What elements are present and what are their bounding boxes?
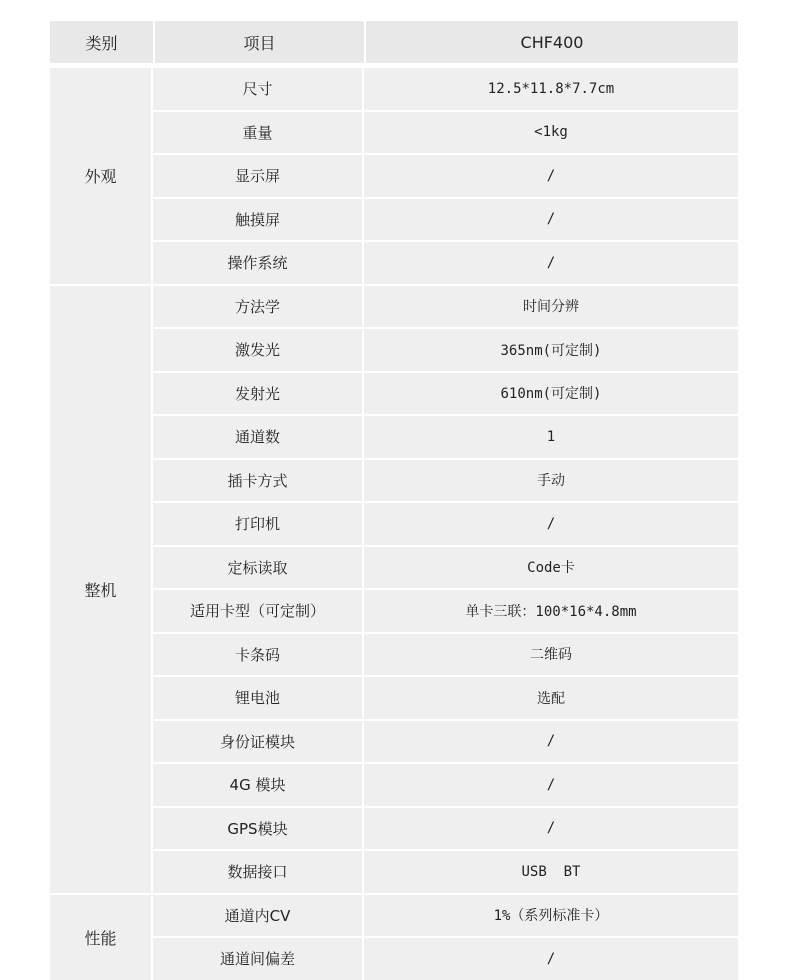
category-group bbox=[50, 893, 738, 980]
spec-table bbox=[50, 21, 738, 980]
table-row bbox=[153, 458, 738, 502]
category-label: 外观 bbox=[50, 68, 153, 284]
header-model: CHF400 bbox=[364, 21, 738, 63]
item-value: 手动 bbox=[537, 473, 565, 490]
item-value: 单卡三联：100*16*4.8mm bbox=[465, 603, 637, 620]
table-row bbox=[153, 762, 738, 806]
table-row bbox=[153, 806, 738, 850]
item-value: / bbox=[546, 254, 556, 271]
item-value: / bbox=[546, 733, 556, 750]
category-group bbox=[50, 68, 738, 284]
item-label: 方法学 bbox=[153, 286, 364, 328]
item-value: / bbox=[546, 776, 556, 793]
table-row bbox=[153, 936, 738, 980]
table-row bbox=[153, 849, 738, 893]
item-value: Code卡 bbox=[527, 560, 575, 577]
item-value: 时间分辨 bbox=[523, 299, 579, 316]
item-label: 通道数 bbox=[153, 416, 364, 458]
header-item: 项目 bbox=[153, 21, 364, 63]
item-label: 通道间偏差 bbox=[153, 938, 364, 980]
item-label: 尺寸 bbox=[153, 68, 364, 110]
header-category: 类别 bbox=[50, 21, 153, 63]
item-label: 插卡方式 bbox=[153, 460, 364, 502]
item-value: 1 bbox=[546, 428, 556, 445]
category-group bbox=[50, 284, 738, 893]
category-label: 整机 bbox=[50, 286, 153, 893]
item-label: 通道内CV bbox=[153, 895, 364, 937]
item-label: 数据接口 bbox=[153, 851, 364, 893]
item-value: USB BT bbox=[521, 863, 581, 880]
item-value: / bbox=[546, 211, 556, 228]
item-value: 12.5*11.8*7.7cm bbox=[487, 80, 615, 97]
table-header bbox=[50, 21, 738, 63]
table-row bbox=[153, 153, 738, 197]
item-label: 激发光 bbox=[153, 329, 364, 371]
item-label: 操作系统 bbox=[153, 242, 364, 284]
item-label: 显示屏 bbox=[153, 155, 364, 197]
item-label: 定标读取 bbox=[153, 547, 364, 589]
item-label: 卡条码 bbox=[153, 634, 364, 676]
table-row bbox=[153, 327, 738, 371]
table-body bbox=[50, 68, 738, 980]
item-value: <1kg bbox=[534, 124, 568, 141]
table-row bbox=[153, 501, 738, 545]
table-row bbox=[153, 240, 738, 284]
item-label: 锂电池 bbox=[153, 677, 364, 719]
item-label: 4G 模块 bbox=[153, 764, 364, 806]
item-value: 选配 bbox=[537, 690, 565, 707]
table-row bbox=[153, 545, 738, 589]
category-rows bbox=[153, 286, 738, 893]
table-row bbox=[153, 68, 738, 110]
table-row bbox=[153, 588, 738, 632]
item-value: / bbox=[546, 167, 556, 184]
item-label: 打印机 bbox=[153, 503, 364, 545]
item-value: 365nm(可定制) bbox=[500, 342, 602, 359]
category-rows bbox=[153, 895, 738, 980]
item-label: GPS模块 bbox=[153, 808, 364, 850]
item-label: 触摸屏 bbox=[153, 199, 364, 241]
item-label: 适用卡型（可定制） bbox=[153, 590, 364, 632]
table-row bbox=[153, 197, 738, 241]
table-row bbox=[153, 895, 738, 937]
item-value: / bbox=[546, 820, 556, 837]
table-row bbox=[153, 371, 738, 415]
table-row bbox=[153, 675, 738, 719]
table-row bbox=[153, 110, 738, 154]
table-row bbox=[153, 414, 738, 458]
table-row bbox=[153, 719, 738, 763]
item-value: 二维码 bbox=[530, 647, 572, 664]
item-value: 610nm(可定制) bbox=[500, 386, 602, 403]
table-row bbox=[153, 632, 738, 676]
table-row bbox=[153, 286, 738, 328]
item-label: 发射光 bbox=[153, 373, 364, 415]
item-label: 身份证模块 bbox=[153, 721, 364, 763]
category-rows bbox=[153, 68, 738, 284]
item-value: / bbox=[546, 515, 556, 532]
item-value: / bbox=[546, 950, 556, 967]
item-label: 重量 bbox=[153, 112, 364, 154]
item-value: 1%（系列标准卡） bbox=[493, 908, 609, 925]
category-label: 性能 bbox=[50, 895, 153, 980]
